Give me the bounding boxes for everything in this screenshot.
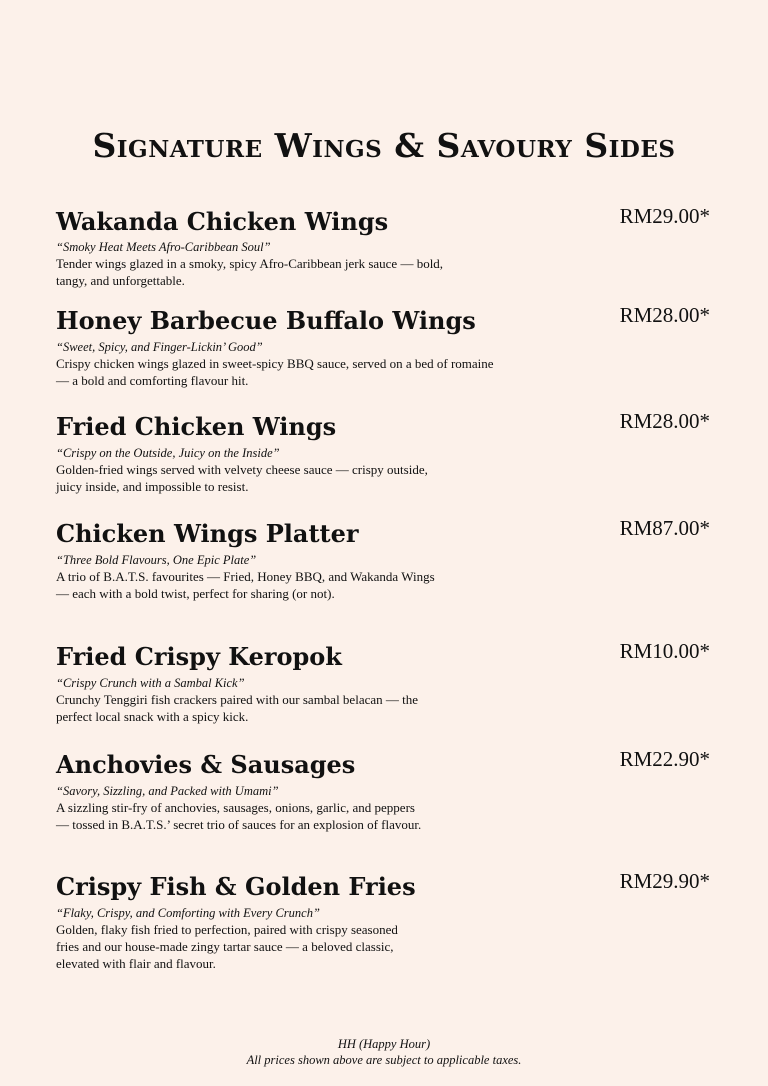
item-price: RM28.00* [619, 303, 710, 327]
menu-item-chicken-wings-platter [56, 518, 716, 602]
menu-item-wakanda-chicken-wings [56, 206, 716, 289]
item-name: Fried Crispy Keropok [56, 642, 342, 671]
menu-item-fried-chicken-wings [56, 411, 716, 495]
menu-title: Signature Wings & Savoury Sides [92, 126, 676, 165]
item-description: Golden-fried wings served with velvety cheese sauce — crispy outside, juicy inside, and impossible to resist. [56, 462, 428, 494]
tax-note: All prices shown above are subject to applicable taxes. [246, 1053, 522, 1067]
happy-hour-note: HH (Happy Hour) [337, 1037, 431, 1051]
item-description: Crispy chicken wings glazed in sweet-spicy BBQ sauce, served on a bed of romaine — a bold and comforting flavour hit. [56, 356, 494, 388]
item-price: RM28.00* [619, 409, 710, 433]
item-price: RM29.00* [619, 204, 710, 228]
footer-note [0, 1036, 768, 1068]
item-tagline: “Crispy on the Outside, Juicy on the Inside” [56, 446, 280, 460]
item-name: Chicken Wings Platter [56, 519, 359, 548]
item-tagline: “Sweet, Spicy, and Finger-Lickin’ Good” [56, 340, 263, 354]
item-tagline: “Crispy Crunch with a Sambal Kick” [56, 676, 245, 690]
item-name: Anchovies & Sausages [56, 750, 356, 779]
menu-item-honey-barbecue-buffalo-wings [56, 305, 716, 389]
item-price: RM29.90* [619, 869, 710, 893]
item-price: RM22.90* [619, 747, 710, 771]
item-tagline: “Flaky, Crispy, and Comforting with Every Crunch” [56, 906, 320, 920]
item-tagline: “Smoky Heat Meets Afro-Caribbean Soul” [56, 240, 271, 254]
item-description: Tender wings glazed in a smoky, spicy Afro-Caribbean jerk sauce — bold, tangy, and unforgettable. [56, 256, 444, 288]
item-description: Crunchy Tenggiri fish crackers paired with our sambal belacan — the perfect local snack with a spicy kick. [56, 692, 419, 724]
item-name: Wakanda Chicken Wings [56, 207, 389, 236]
item-name: Honey Barbecue Buffalo Wings [56, 306, 476, 335]
item-description: A sizzling stir-fry of anchovies, sausages, onions, garlic, and peppers — tossed in B.A.T.S.’ secret trio of sauces for an explosion of flavour. [56, 800, 422, 832]
item-name: Fried Chicken Wings [56, 412, 337, 441]
item-description: A trio of B.A.T.S. favourites — Fried, Honey BBQ, and Wakanda Wings — each with a bold twist, perfect for sharing (or not). [56, 569, 435, 601]
item-name: Crispy Fish & Golden Fries [56, 872, 416, 901]
item-price: RM87.00* [619, 516, 710, 540]
item-tagline: “Savory, Sizzling, and Packed with Umami” [56, 784, 279, 798]
item-description: Golden, flaky fish fried to perfection, paired with crispy seasoned fries and our house-made zingy tartar sauce — a beloved classic, elevated with flair and flavour. [56, 922, 398, 971]
menu-item-crispy-fish-and-golden-fries [56, 871, 716, 972]
item-price: RM10.00* [619, 639, 710, 663]
menu-item-anchovies-and-sausages [56, 749, 716, 833]
item-tagline: “Three Bold Flavours, One Epic Plate” [56, 553, 257, 567]
menu-item-fried-crispy-keropok [56, 641, 716, 725]
